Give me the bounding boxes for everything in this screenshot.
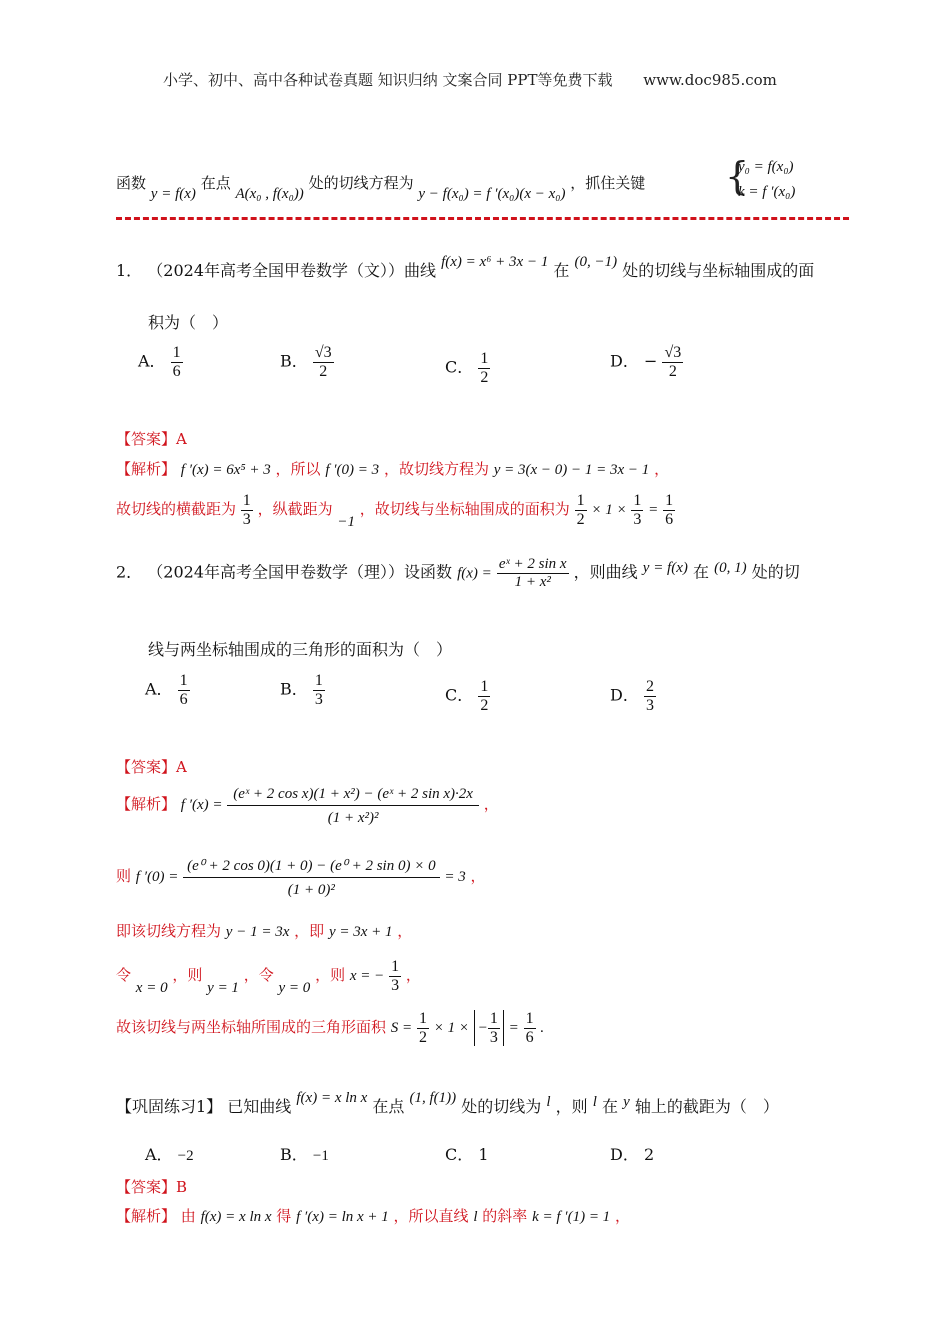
- question-text: 在: [692, 562, 709, 582]
- question-text: 处的切线为: [461, 1097, 542, 1116]
- frac-num: √3: [664, 344, 682, 361]
- option-value: 1: [478, 1145, 489, 1164]
- frac-den: 3: [645, 696, 654, 714]
- brace-bottom: k = f ′(x₀): [738, 184, 796, 200]
- frac-den: 6: [525, 1028, 534, 1046]
- frac-num: 1: [480, 350, 489, 367]
- question-2: [116, 556, 800, 590]
- question-point: (0, −1): [574, 254, 618, 270]
- analysis-text: 则: [116, 867, 132, 885]
- fraction: [389, 958, 401, 994]
- key-equation: y − f(x₀) = f ′(x₀)(x − x₀): [418, 186, 566, 202]
- frac-den: 6: [179, 690, 188, 708]
- math: =: [648, 502, 659, 519]
- question-number: 2．: [116, 562, 143, 582]
- q1-analysis-line1: [116, 458, 669, 479]
- math: f ′(x) = ln x + 1: [296, 1209, 389, 1225]
- page-header: [163, 69, 777, 90]
- math: y = 3(x − 0) − 1 = 3x − 1: [493, 462, 650, 478]
- q2-option-b[interactable]: [280, 672, 325, 708]
- q2-intercepts: [116, 958, 421, 997]
- absolute-value: [474, 1010, 504, 1046]
- question-point: (0, 1): [714, 559, 747, 576]
- math: −1: [337, 514, 355, 531]
- analysis-text: ，故切线方程为: [383, 460, 489, 478]
- question-text: ，则: [555, 1097, 588, 1116]
- math: S =: [390, 1020, 413, 1037]
- q2-area: [116, 1010, 544, 1046]
- header-site-text: 小学、初中、高中各种试卷真题 知识归纳 文案合同 PPT等免费下载: [163, 71, 613, 89]
- brace-top: y₀ = f(x₀): [738, 159, 794, 175]
- option-label: D．: [610, 351, 639, 371]
- math: y = 0: [278, 980, 311, 997]
- section-divider: [116, 217, 849, 220]
- fraction: [575, 492, 587, 528]
- practice-option-a[interactable]: [145, 1142, 194, 1165]
- option-fraction: [313, 344, 334, 380]
- option-label: D．: [610, 1145, 639, 1164]
- frac-den: 6: [665, 510, 674, 528]
- q2-tangent-line: [116, 920, 412, 941]
- option-value: 2: [643, 1145, 655, 1164]
- frac-den: 3: [489, 1028, 498, 1046]
- math: × 1 ×: [433, 1020, 469, 1037]
- question-point: (1, f(1)): [409, 1090, 457, 1106]
- key-text: 处的切线方程为: [308, 174, 414, 192]
- q1-option-d[interactable]: [610, 344, 683, 380]
- math: = 3: [444, 869, 466, 885]
- q1-option-a[interactable]: [138, 344, 183, 380]
- analysis-tag: 【解析】: [116, 460, 177, 478]
- frac-num: 1: [525, 1010, 534, 1027]
- option-label: C．: [445, 685, 474, 705]
- q1-analysis-line2: [116, 492, 675, 531]
- key-text: ，抓住关键: [570, 174, 646, 192]
- fraction: [524, 1010, 536, 1046]
- analysis-text: ，则: [315, 966, 346, 985]
- frac-den: 1 + x²: [514, 573, 551, 590]
- question-text: 处的切线与坐标轴围成的面: [622, 261, 815, 280]
- practice-option-d[interactable]: [610, 1142, 654, 1165]
- frac-num: 2: [645, 678, 654, 695]
- option-label: B．: [280, 1145, 308, 1164]
- analysis-text: ，: [405, 966, 421, 985]
- frac-num: 1: [489, 1010, 498, 1027]
- frac-den: 6: [172, 362, 181, 380]
- frac-den: 2: [668, 362, 677, 380]
- analysis-text: ，即: [294, 922, 325, 940]
- option-value: −2: [177, 1148, 194, 1164]
- math: f ′(0) = 3: [325, 462, 380, 478]
- analysis-tag: 【解析】: [116, 1207, 177, 1225]
- math: f ′(x) = 6x⁵ + 3: [180, 462, 271, 478]
- math: l: [592, 1094, 597, 1110]
- math: f ′(0) =: [135, 869, 179, 885]
- analysis-text: ，所以直线: [393, 1207, 469, 1225]
- math: y = 1: [207, 980, 239, 997]
- frac-num: 1: [179, 672, 188, 689]
- frac-den: 2: [576, 510, 585, 528]
- question-text: （2024年高考全国甲卷数学（文））曲线: [147, 261, 437, 280]
- key-brace: {: [725, 154, 750, 198]
- option-fraction: [313, 672, 325, 708]
- q2-derivative-at-zero: [116, 856, 486, 898]
- math: l: [473, 1209, 478, 1225]
- frac-num: √3: [314, 344, 332, 361]
- practice-answer: 【答案】B: [116, 1178, 188, 1196]
- option-label: A．: [145, 1145, 173, 1164]
- analysis-text: 故该切线与两坐标轴所围成的三角形面积: [116, 1018, 387, 1037]
- frac-num: 1: [418, 1010, 427, 1027]
- question-text: 处的切: [751, 562, 800, 582]
- question-text: ，则曲线: [573, 562, 638, 582]
- key-func: y = f(x): [150, 186, 196, 202]
- analysis-text: 得: [276, 1207, 292, 1225]
- practice-tag: 【巩固练习1】: [116, 1097, 223, 1116]
- option-fraction: [171, 344, 183, 380]
- question-1-line2: 积为（ ）: [148, 313, 229, 332]
- analysis-text: ，纵截距为: [257, 500, 333, 519]
- analysis-text: ，: [483, 795, 499, 813]
- question-1: [116, 254, 815, 281]
- math: −: [477, 1019, 488, 1036]
- question-text: 在: [602, 1097, 619, 1116]
- fraction: [663, 492, 675, 528]
- frac-den: 2: [319, 362, 328, 380]
- frac-den: (1 + x²)²: [327, 809, 379, 826]
- frac-num: (e⁰ + 2 cos 0)(1 + 0) − (e⁰ + 2 sin 0) × 0: [183, 856, 439, 878]
- frac-den: 2: [480, 368, 489, 386]
- fraction: [488, 1010, 500, 1046]
- frac-den: 2: [418, 1028, 427, 1046]
- analysis-text: ，: [397, 922, 413, 940]
- option-fraction: [644, 678, 656, 714]
- question-func: f(x) = x⁶ + 3x − 1: [441, 254, 549, 270]
- analysis-text: 故切线的横截距为: [116, 500, 237, 519]
- analysis-text: ，则: [172, 966, 203, 985]
- analysis-text: 的斜率: [482, 1207, 528, 1225]
- key-point: A(x₀ , f(x₀)): [235, 186, 304, 202]
- frac-num: 1: [665, 492, 674, 509]
- analysis-text: ，所以: [275, 460, 321, 478]
- option-label: A．: [138, 351, 166, 371]
- frac-num: (eˣ + 2 cos x)(1 + x²) − (eˣ + 2 sin x)·2x: [227, 784, 479, 806]
- practice-1: [116, 1090, 779, 1117]
- math: k = f ′(1) = 1: [532, 1209, 611, 1225]
- q2-option-c[interactable]: [445, 678, 490, 714]
- analysis-text: ，: [470, 867, 486, 885]
- math: f ′(x) =: [180, 797, 223, 813]
- fraction: [241, 492, 253, 528]
- q1-option-c[interactable]: [445, 350, 490, 386]
- key-text: 在点: [200, 174, 231, 192]
- question-number: 1．: [116, 261, 143, 280]
- analysis-text: ，: [614, 1207, 630, 1225]
- frac-num: 1: [172, 344, 181, 361]
- analysis-text: ，: [654, 460, 670, 478]
- option-label: D．: [610, 685, 639, 705]
- practice-option-b[interactable]: [280, 1142, 329, 1165]
- option-fraction: [662, 344, 683, 380]
- option-label: A．: [145, 679, 173, 699]
- math: =: [508, 1020, 519, 1037]
- math: f(x) =: [457, 565, 492, 582]
- option-fraction: [478, 350, 490, 386]
- question-2-line2: 线与两坐标轴围成的三角形的面积为（ ）: [148, 640, 453, 659]
- frac-den: 3: [633, 510, 642, 528]
- frac-den: 3: [242, 510, 251, 528]
- practice-analysis: [116, 1205, 630, 1226]
- frac-num: 1: [576, 492, 585, 509]
- question-text: 在: [553, 261, 570, 280]
- q2-option-d[interactable]: [610, 678, 656, 714]
- option-label: B．: [280, 679, 308, 699]
- q1-answer: 【答案】A: [116, 430, 187, 448]
- math: × 1 ×: [591, 502, 627, 519]
- frac-num: 1: [314, 672, 323, 689]
- frac-den: 2: [480, 696, 489, 714]
- option-label: C．: [445, 357, 474, 377]
- frac-num: 1: [633, 492, 642, 509]
- fraction: [227, 784, 479, 826]
- frac-den: 3: [391, 976, 400, 994]
- math: .: [540, 1020, 545, 1037]
- frac-num: 1: [480, 678, 489, 695]
- math: f(x) = x ln x: [200, 1209, 272, 1225]
- question-func: y = f(x): [642, 559, 688, 576]
- math: x = 0: [135, 980, 168, 997]
- fraction: [183, 856, 439, 898]
- math: x = −: [349, 968, 385, 985]
- frac-den: (1 + 0)²: [287, 881, 335, 898]
- option-label: C．: [445, 1145, 474, 1164]
- math: y − 1 = 3x: [225, 924, 290, 940]
- question-func: f(x) = x ln x: [296, 1090, 368, 1106]
- option-sign: −: [643, 351, 658, 371]
- analysis-text: ，故切线与坐标轴围成的面积为: [359, 500, 570, 519]
- header-url[interactable]: www.doc985.com: [643, 71, 777, 89]
- analysis-tag: 【解析】: [116, 795, 177, 813]
- question-func-fraction: [497, 556, 569, 590]
- frac-den: 3: [314, 690, 323, 708]
- question-text: 在点: [372, 1097, 405, 1116]
- option-value: −1: [312, 1148, 329, 1164]
- analysis-text: ，令: [243, 966, 274, 985]
- analysis-text: 令: [116, 966, 132, 985]
- question-text: 已知曲线: [227, 1097, 292, 1116]
- question-text: （2024年高考全国甲卷数学（理））设函数: [147, 562, 453, 582]
- frac-num: eˣ + 2 sin x: [498, 556, 567, 572]
- key-text: 函数: [116, 174, 147, 192]
- q1-option-b[interactable]: [280, 344, 334, 380]
- frac-num: 1: [242, 492, 251, 509]
- key-formula-line: [116, 172, 646, 202]
- q2-option-a[interactable]: [145, 672, 190, 708]
- q2-derivative: [116, 784, 499, 826]
- math: y = 3x + 1: [328, 924, 393, 940]
- fraction: [631, 492, 643, 528]
- option-fraction: [178, 672, 190, 708]
- question-text: 轴上的截距为（ ）: [634, 1097, 779, 1116]
- frac-num: 1: [391, 958, 400, 975]
- math: l: [546, 1094, 551, 1110]
- math: y: [623, 1094, 630, 1110]
- practice-option-c[interactable]: [445, 1142, 489, 1165]
- analysis-text: 即该切线方程为: [116, 922, 222, 940]
- analysis-text: 由: [180, 1207, 196, 1225]
- fraction: [417, 1010, 429, 1046]
- q2-answer: 【答案】A: [116, 758, 187, 776]
- option-fraction: [478, 678, 490, 714]
- option-label: B．: [280, 351, 308, 371]
